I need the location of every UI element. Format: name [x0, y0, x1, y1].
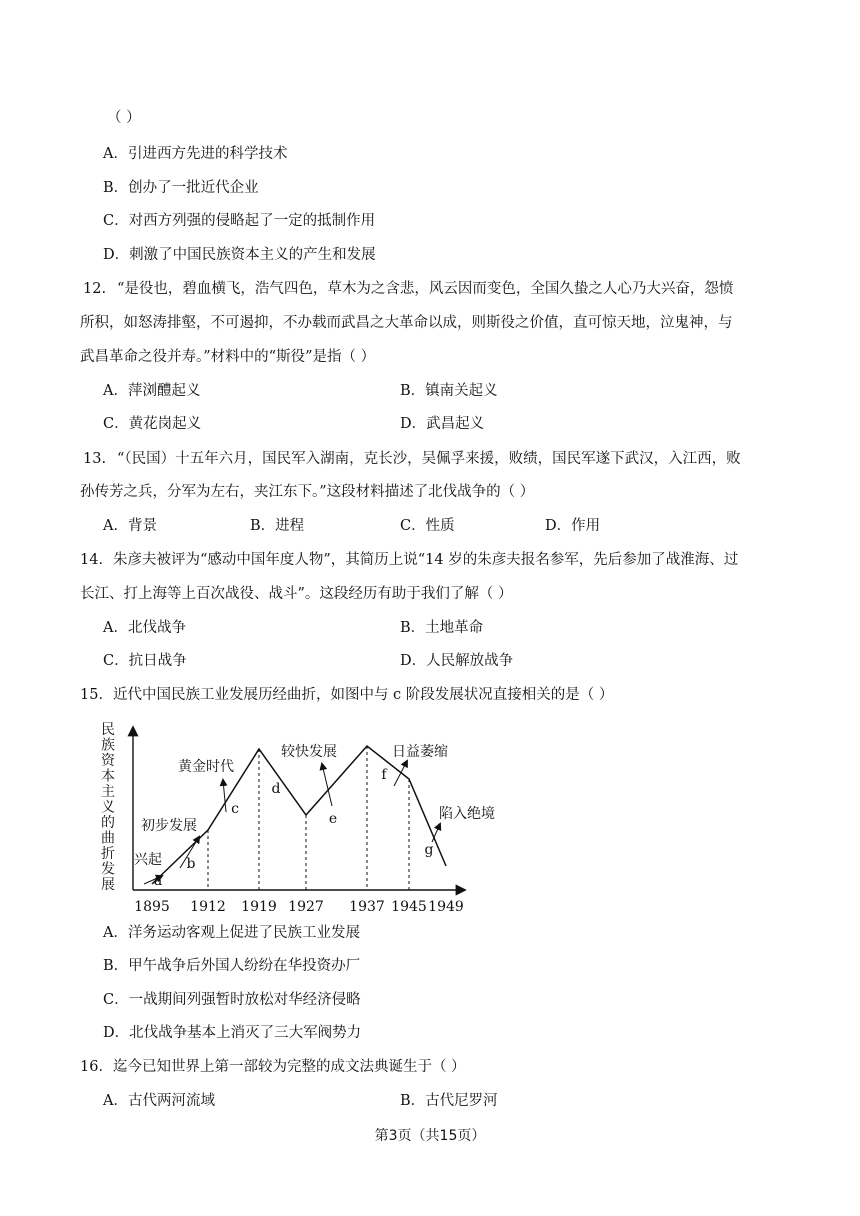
x-tick-label: 1912 — [190, 899, 226, 915]
page-footer: 第3页（共15页） — [374, 1128, 486, 1144]
q13-option-c[interactable]: C．性质 — [400, 518, 455, 534]
annotation-label: 初步发展 — [141, 818, 197, 834]
q16-line: 16．迄今已知世界上第一部较为完整的成文法典诞生于（ ） — [80, 1059, 466, 1075]
q13-option-b[interactable]: B．进程 — [250, 518, 305, 534]
y-axis-label-char: 展 — [101, 877, 115, 893]
q14-option-d[interactable]: D．人民解放战争 — [400, 653, 514, 669]
q14-option-a[interactable]: A．北伐战争 — [103, 620, 186, 636]
q11-option-a[interactable]: A．引进西方先进的科学技术 — [103, 146, 288, 162]
y-axis-label-char: 族 — [101, 737, 115, 754]
stage-letter: d — [271, 781, 281, 797]
y-axis-label-char: 折 — [101, 846, 115, 862]
y-axis-label-char: 的 — [101, 815, 115, 831]
q12-option-b[interactable]: B．镇南关起义 — [400, 383, 498, 399]
q14-line-1: 14．朱彦夫被评为“感动中国年度人物”，其简历上说“14 岁的朱彦夫报名参军，先后参加了战淮海、过 — [80, 552, 739, 568]
q15-line: 15．近代中国民族工业发展历经曲折，如图中与 c 阶段发展状况直接相关的是（ ） — [80, 687, 614, 703]
annotation-label: 日益萎缩 — [392, 744, 448, 760]
annotation-arrow — [322, 764, 332, 806]
q13-option-a[interactable]: A．背景 — [103, 518, 157, 534]
q12-option-a[interactable]: A．萍浏醴起义 — [103, 383, 201, 399]
x-tick-label: 1895 — [134, 899, 170, 915]
stage-letter: c — [231, 801, 239, 817]
annotation-label: 陷入绝境 — [439, 806, 495, 822]
x-tick-label: 1945 — [391, 899, 427, 915]
q11-option-c[interactable]: C．对西方列强的侵略起了一定的抵制作用 — [103, 213, 376, 229]
annotation-arrow — [223, 780, 226, 812]
x-tick-label: 1949 — [428, 899, 464, 915]
q12-number: 12. — [83, 281, 107, 297]
y-axis-label-char: 资 — [101, 753, 115, 769]
x-tick-label: 1927 — [288, 899, 324, 915]
q15-option-a[interactable]: A．洋务运动客观上促进了民族工业发展 — [103, 925, 360, 941]
q11-option-d[interactable]: D．刺激了中国民族资本主义的产生和发展 — [103, 247, 376, 263]
x-tick-label: 1919 — [241, 899, 277, 915]
annotation-arrow — [432, 824, 440, 842]
y-axis-label-char: 曲 — [101, 830, 115, 847]
q12-line-1: “是役也，碧血横飞，浩气四色，草木为之含悲，风云因而变色，全国久蛰之人心乃大兴奋，怨愤 — [117, 281, 734, 297]
q11-answer-paren: （ ） — [107, 110, 141, 126]
q13-number: 13. — [83, 451, 107, 467]
q15-option-d[interactable]: D．北伐战争基本上消灭了三大军阀势力 — [103, 1025, 362, 1041]
q14-line-2: 长江、打上海等上百次战役、战斗”。这段经历有助于我们了解（ ） — [80, 586, 513, 602]
q16-option-a[interactable]: A．古代两河流域 — [103, 1093, 215, 1109]
stage-letter: g — [424, 842, 434, 858]
stage-letter: e — [328, 811, 338, 827]
y-axis-label-char: 本 — [101, 768, 115, 785]
stage-letter: a — [153, 873, 163, 889]
q12-option-d[interactable]: D．武昌起义 — [400, 416, 485, 432]
annotation-arrow — [394, 761, 407, 786]
y-axis-label — [101, 722, 116, 893]
q14-option-c[interactable]: C．抗日战争 — [103, 653, 187, 669]
q12-line-2: 所积，如怒涛排壑，不可遏抑，不办载而武昌之大革命以成，则斯役之价值，直可惊天地，泣鬼神，与 — [80, 315, 733, 331]
y-axis-label-char: 主 — [101, 784, 115, 800]
industry-development-chart — [96, 716, 495, 916]
y-axis-label-char: 义 — [101, 799, 115, 816]
y-axis-label-char: 民 — [101, 722, 115, 738]
q14-option-b[interactable]: B．土地革命 — [400, 620, 484, 636]
stage-letter: b — [186, 856, 196, 872]
stage-letter: f — [381, 767, 387, 783]
q11-option-b[interactable]: B．创办了一批近代企业 — [103, 180, 259, 196]
q12-option-c[interactable]: C．黄花岗起义 — [103, 416, 202, 432]
x-tick-label: 1937 — [349, 899, 385, 915]
y-axis-label-char: 发 — [101, 861, 115, 878]
annotation-label: 较快发展 — [281, 744, 337, 760]
q13-option-d[interactable]: D．作用 — [545, 518, 601, 534]
annotation-label: 黄金时代 — [178, 759, 234, 775]
q15-option-c[interactable]: C．一战期间列强暂时放松对华经济侵略 — [103, 992, 361, 1008]
annotation-label: 兴起 — [134, 852, 162, 868]
q15-option-b[interactable]: B．甲午战争后外国人纷纷在华投资办厂 — [103, 958, 361, 974]
q16-option-b[interactable]: B．古代尼罗河 — [400, 1093, 498, 1109]
q12-line-3: 武昌革命之役并寿。”材料中的“斯役”是指（ ） — [80, 349, 376, 365]
q13-line-1: “（民国）十五年六月，国民军入湖南，克长沙，吴佩孚来援，败绩，国民军遂下武汉，入江西，败 — [117, 451, 741, 467]
q13-line-2: 孙传芳之兵，分军为左右，夹江东下。”这段材料描述了北伐战争的（ ） — [80, 484, 535, 500]
